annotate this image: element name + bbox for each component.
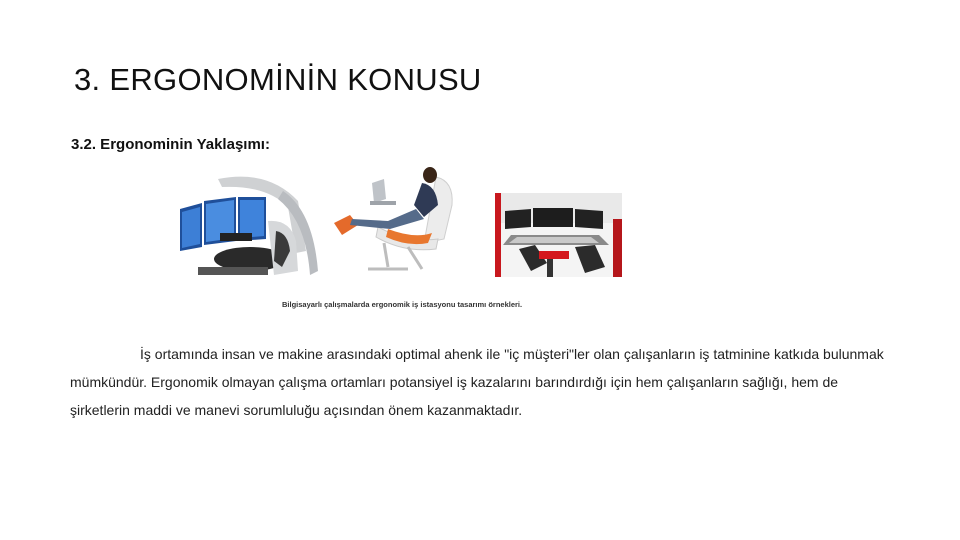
slide-title: 3. ERGONOMİNİN KONUSU — [74, 62, 482, 97]
body-paragraph — [70, 340, 900, 424]
section-subtitle: 3.2. Ergonominin Yaklaşımı: — [71, 136, 270, 153]
image-caption: Bilgisayarlı çalışmalarda ergonomik iş istasyonu tasarımı örnekleri. — [282, 300, 523, 309]
multi-monitor-station-image — [495, 193, 622, 277]
reclining-chair-laptop-image — [328, 165, 456, 277]
cockpit-workstation-image — [178, 171, 324, 281]
body-paragraph-text: İş ortamında insan ve makine arasındaki optimal ahenk ile "iç müşteri"ler olan çalışanların iş tatminine katkıda bulunmak mümkündür. Ergonomik olmayan çalışma ortamları potansiyel iş kazalarını barındırdığı için hem çalışanların sağlığı, hem de şirketlerin maddi ve manevi sorumluluğu açısından önem kazanmaktadır. — [70, 346, 884, 418]
